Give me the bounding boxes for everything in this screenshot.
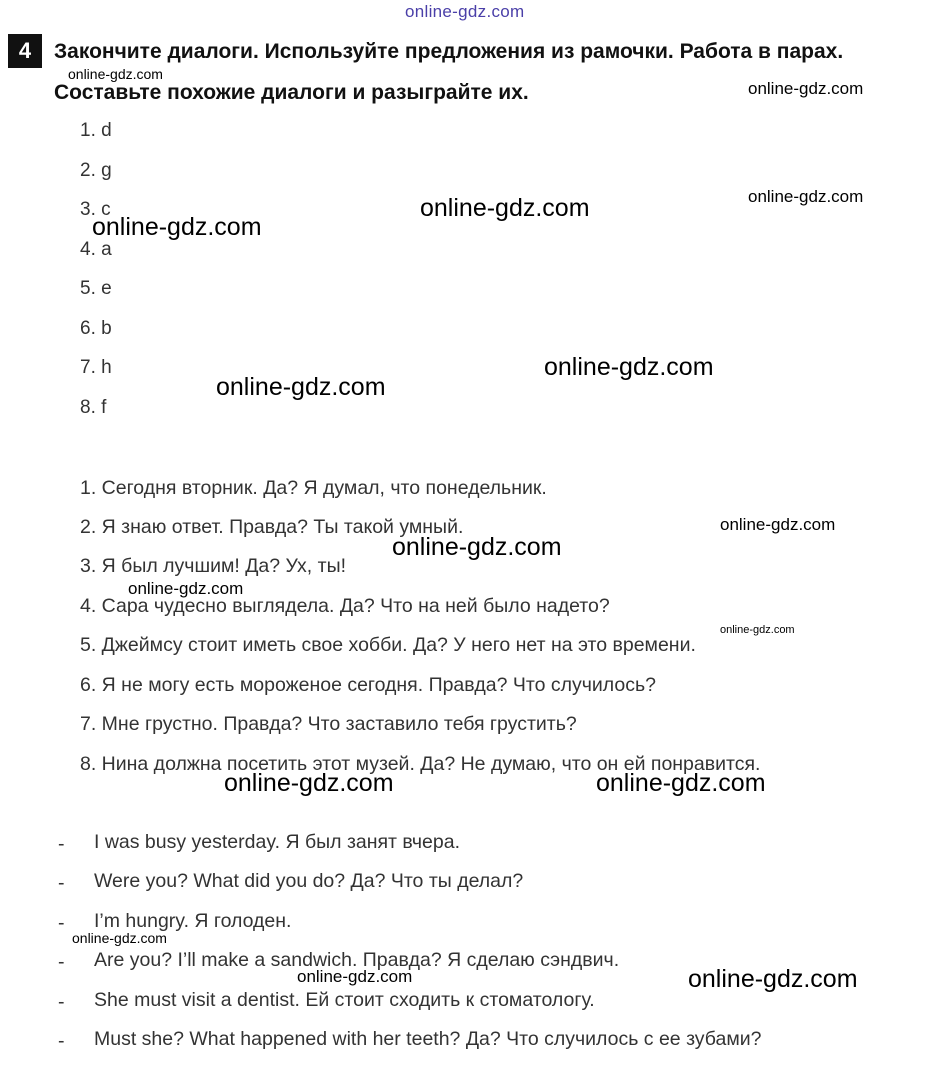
dialogue-line: I’m hungry. Я голоден.: [94, 910, 292, 932]
translation-item: 5. Джеймсу стоит иметь свое хобби. Да? У него нет на это времени.: [80, 634, 696, 656]
dialogue-line: Are you? I’ll make a sandwich. Правда? Я сделаю сэндвич.: [94, 949, 620, 971]
dialogue-dash: -: [58, 872, 65, 894]
answer-item: 1. d: [80, 120, 112, 141]
answer-item: 3. c: [80, 199, 111, 220]
answer-item: 6. b: [80, 318, 112, 339]
answer-item: 5. e: [80, 278, 112, 299]
watermark: online-gdz.com: [596, 769, 766, 797]
watermark: online-gdz.com: [720, 515, 836, 534]
dialogue-dash: -: [58, 951, 65, 973]
answer-item: 7. h: [80, 357, 112, 378]
dialogue-dash: -: [58, 833, 65, 855]
translation-item: 8. Нина должна посетить этот музей. Да? Не думаю, что он ей понравится.: [80, 753, 761, 775]
task-number-badge: 4: [8, 34, 42, 68]
dialogue-line: Must she? What happened with her teeth? Да? Что случилось с ее зубами?: [94, 1028, 762, 1050]
dialogue-dash: -: [58, 1030, 65, 1052]
dialogue-dash: -: [58, 912, 65, 934]
translation-item: 6. Я не могу есть мороженое сегодня. Правда? Что случилось?: [80, 674, 657, 696]
watermark: online-gdz.com: [92, 213, 262, 241]
translation-item: 3. Я был лучшим! Да? Ух, ты!: [80, 555, 347, 577]
watermark: online-gdz.com: [224, 769, 394, 797]
dialogue-line: Were you? What did you do? Да? Что ты делал?: [94, 870, 524, 892]
task-title-line-1: Закончите диалоги. Используйте предложения из рамочки. Работа в парах.: [54, 40, 844, 63]
answer-item: 8. f: [80, 397, 107, 418]
watermark: online-gdz.com: [392, 533, 562, 561]
task-title-line-2: Составьте похожие диалоги и разыграйте их.: [54, 81, 529, 104]
watermark: online-gdz.com: [72, 930, 167, 946]
dialogue-dash: -: [58, 991, 65, 1013]
watermark: online-gdz.com: [544, 353, 714, 381]
dialogue-line: I was busy yesterday. Я был занят вчера.: [94, 831, 461, 853]
answer-item: 2. g: [80, 160, 112, 181]
dialogue-line: She must visit a dentist. Ей стоит сходить к стоматологу.: [94, 989, 595, 1011]
watermark: online-gdz.com: [748, 187, 864, 206]
translation-item: 4. Сара чудесно выглядела. Да? Что на ней было надето?: [80, 595, 610, 617]
translation-item: 7. Мне грустно. Правда? Что заставило тебя грустить?: [80, 713, 577, 735]
header-watermark: online-gdz.com: [405, 2, 525, 21]
watermark: online-gdz.com: [297, 967, 413, 986]
watermark: online-gdz.com: [420, 194, 590, 222]
watermark: online-gdz.com: [128, 579, 244, 598]
watermark: online-gdz.com: [688, 965, 858, 993]
translation-item: 2. Я знаю ответ. Правда? Ты такой умный.: [80, 516, 464, 538]
translation-item: 1. Сегодня вторник. Да? Я думал, что понедельник.: [80, 477, 547, 499]
watermark: online-gdz.com: [748, 79, 864, 98]
watermark: online-gdz.com: [216, 373, 386, 401]
watermark: online-gdz.com: [68, 66, 163, 82]
watermark: online-gdz.com: [720, 624, 795, 636]
answer-item: 4. a: [80, 239, 112, 260]
